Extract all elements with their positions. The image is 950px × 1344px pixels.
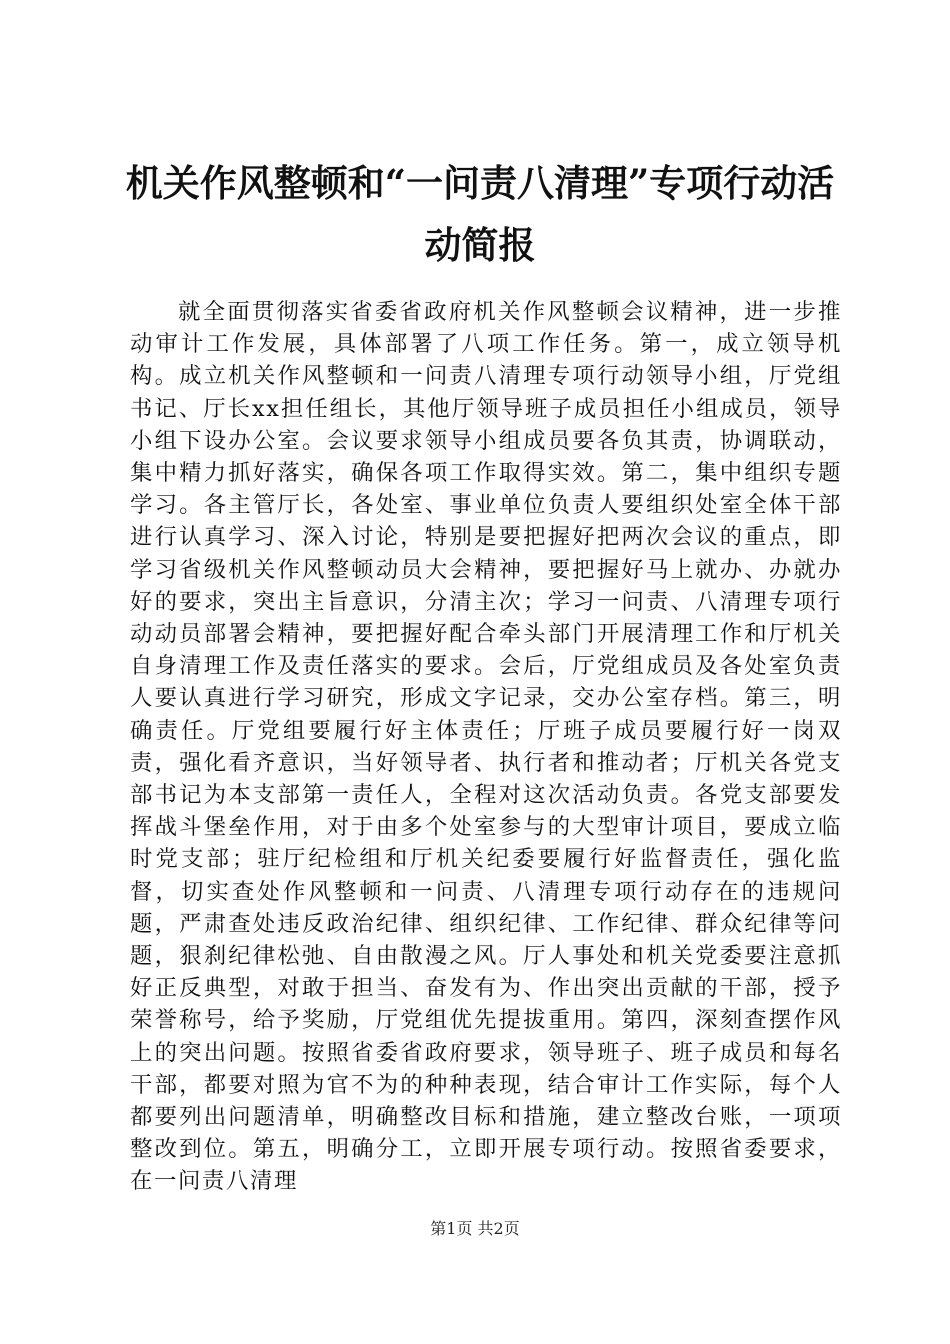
body-paragraph: 就全面贯彻落实省委省政府机关作风整顿会议精神，进一步推动审计工作发展，具体部署了八项工作任务。第一，成立领导机构。成立机关作风整顿和一问责八清理专项行动领导小组，厅党组书记、厅长xx担任组长，其他厅领导班子成员担任小组成员，领导小组下设办公室。会议要求领导小组成员要各负其责，协调联动，集中精力抓好落实，确保各项工作取得实效。第二，集中组织专题学习。各主管厅长，各处室、事业单位负责人要组织处室全体干部进行认真学习、深入讨论，特别是要把握好把两次会议的重点，即学习省级机关作风整顿动员大会精神，要把握好马上就办、办就办好的要求，突出主旨意识，分清主次；学习一问责、八清理专项行动动员部署会精神，要把握好配合牵头部门开展清理工作和厅机关自身清理工作及责任落实的要求。会后，厅党组成员及各处室负责人要认真进行学习研究，形成文字记录，交办公室存档。第三，明确责任。厅党组要履行好主体责任；厅班子成员要履行好一岗双责，强化看齐意识，当好领导者、执行者和推动者；厅机关各党支部书记为本支部第一责任人，全程对这次活动负责。各党支部要发挥战斗堡垒作用，对于由多个处室参与的大型审计项目，要成立临时党支部；驻厅纪检组和厅机关纪委要履行好监督责任，强化监督，切实查处作风整顿和一问责、八清理专项行动存在的违规问题，严肃查处违反政治纪律、组织纪律、工作纪律、群众纪律等问题，狠刹纪律松弛、自由散漫之风。厅人事处和机关党委要注意抓好正反典型，对敢于担当、奋发有为、作出突出贡献的干部，授予荣誉称号，给予奖励，厅党组优先提拔重用。第四，深刻查摆作风上的突出问题。按照省委省政府要求，领导班子、班子成员和每名干部，都要对照为官不为的种种表现，结合审计工作实际，每个人都要列出问题清单，明确整改目标和措施，建立整改台账，一项项整改到位。第五，明确分工，立即开展专项行动。按照省委要求，在一问责八清理 xyxy=(130,299,842,1195)
page-number: 第1页 共2页 xyxy=(430,1219,520,1238)
document-title: 机关作风整顿和“一问责八清理”专项行动活动简报 xyxy=(125,161,835,267)
